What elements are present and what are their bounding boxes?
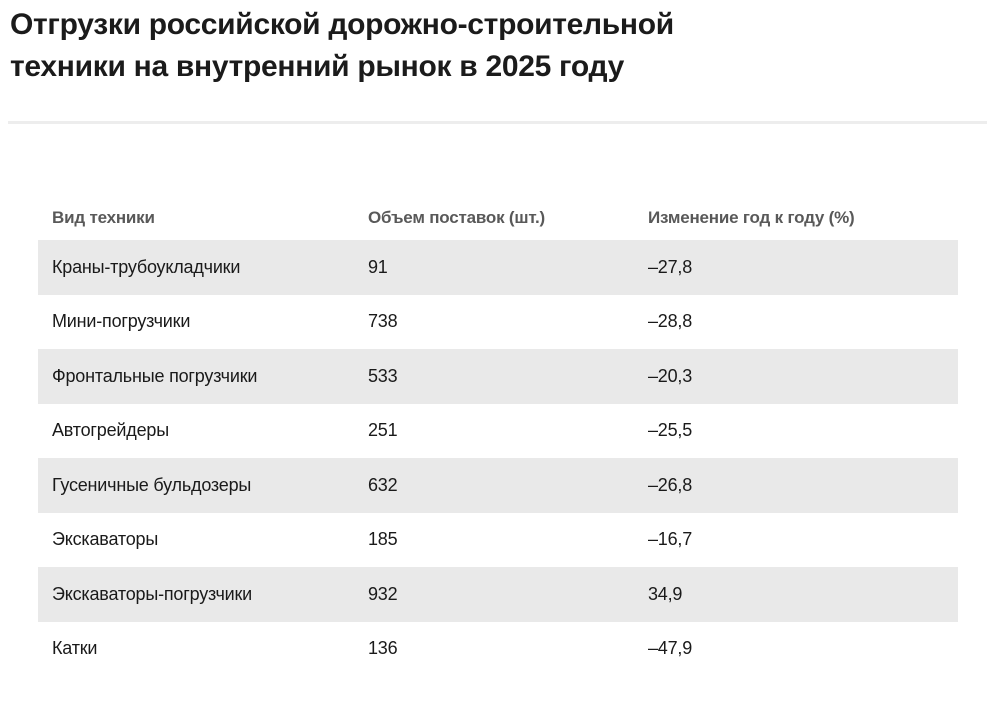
cell-equipment-type: Краны-трубоукладчики (52, 256, 241, 277)
cell-equipment-type: Экскаваторы-погрузчики (52, 583, 253, 604)
page-title (10, 4, 910, 88)
page-title-line2: техники на внутренний рынок в 2025 году (10, 50, 624, 83)
cell-equipment-type: Гусеничные бульдозеры (52, 474, 252, 495)
cell-equipment-type: Фронтальные погрузчики (52, 365, 258, 386)
table-row (38, 295, 958, 350)
title-divider (8, 121, 987, 124)
data-table (38, 195, 958, 676)
cell-change: –25,5 (648, 420, 693, 441)
table-row (38, 513, 958, 568)
col-header-change: Изменение год к году (%) (648, 207, 855, 227)
cell-volume: 533 (368, 365, 398, 386)
col-header-volume: Объем поставок (шт.) (368, 207, 545, 227)
cell-volume: 91 (368, 256, 388, 277)
page-title-line1: Отгрузки российской дорожно-строительной (10, 8, 674, 41)
cell-volume: 251 (368, 420, 398, 441)
table-row (38, 622, 958, 677)
col-header-equipment-type: Вид техники (52, 207, 155, 227)
cell-change: –16,7 (648, 529, 693, 550)
cell-volume: 185 (368, 529, 398, 550)
table-header (38, 195, 958, 240)
table-row (38, 458, 958, 513)
cell-equipment-type: Мини-погрузчики (52, 311, 191, 332)
table-row (38, 349, 958, 404)
cell-change: –20,3 (648, 365, 693, 386)
table-row (38, 240, 958, 295)
table-row (38, 567, 958, 622)
cell-change: –27,8 (648, 256, 693, 277)
table-row (38, 404, 958, 459)
cell-change: 34,9 (648, 583, 683, 604)
cell-equipment-type: Экскаваторы (52, 529, 159, 550)
cell-change: –47,9 (648, 638, 693, 659)
cell-volume: 932 (368, 583, 398, 604)
cell-volume: 632 (368, 474, 398, 495)
cell-equipment-type: Катки (52, 638, 98, 659)
cell-change: –26,8 (648, 474, 693, 495)
cell-change: –28,8 (648, 311, 693, 332)
cell-volume: 136 (368, 638, 398, 659)
cell-equipment-type: Автогрейдеры (52, 420, 169, 441)
cell-volume: 738 (368, 311, 398, 332)
